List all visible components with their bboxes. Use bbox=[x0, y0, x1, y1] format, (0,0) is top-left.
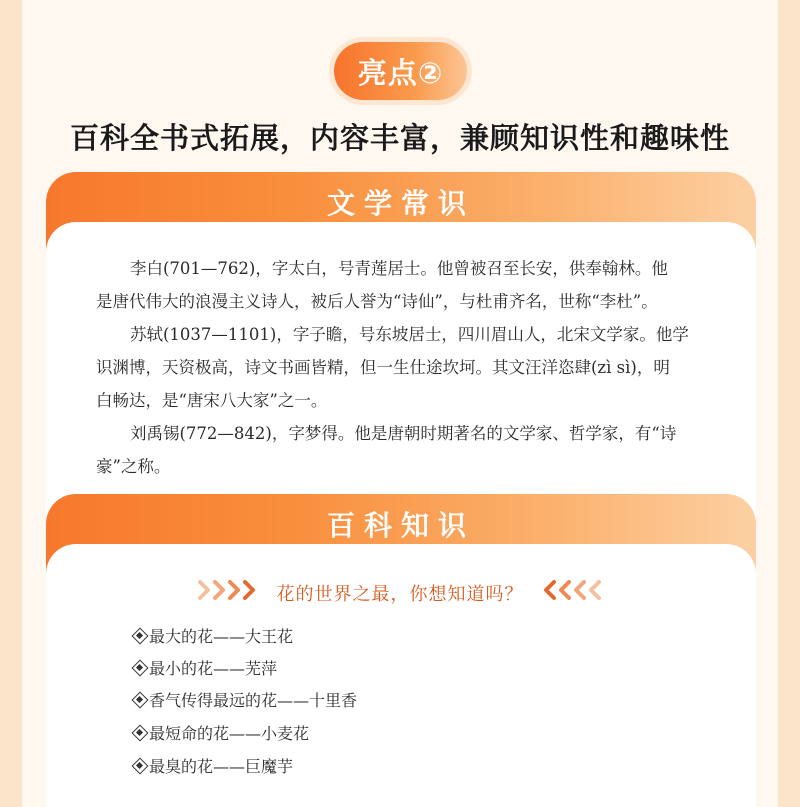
literature-line: 苏轼(1037—1101)，字子瞻，号东坡居士，四川眉山人，北宋文学家。他学 bbox=[130, 325, 689, 344]
literature-line: 豪”之称。 bbox=[96, 457, 171, 476]
diamond-bullet-icon bbox=[132, 692, 147, 707]
diamond-bullet-icon bbox=[132, 725, 147, 740]
diamond-bullet-icon bbox=[132, 628, 147, 643]
literature-line: 识渊博，天资极高，诗文书画皆精，但一生仕途坎坷。其文汪洋恣肆(zì sì)，明 bbox=[96, 358, 670, 377]
literature-line: 白畅达，是“唐宋八大家”之一。 bbox=[96, 391, 328, 410]
fact-item bbox=[132, 754, 293, 777]
chevron-right-icon bbox=[197, 579, 261, 607]
literature-line: 是唐代伟大的浪漫主义诗人，被后人誉为“诗仙”，与杜甫齐名，世称“李杜”。 bbox=[96, 292, 658, 311]
highlight-badge-label: 亮点② bbox=[357, 55, 444, 90]
fact-text: 香气传得最远的花——十里香 bbox=[149, 691, 358, 710]
diamond-bullet-icon bbox=[132, 660, 147, 675]
fact-item bbox=[132, 624, 293, 647]
highlight-badge bbox=[334, 42, 467, 100]
chevron-left-icon bbox=[540, 579, 604, 607]
fact-text: 最臭的花——巨魔芋 bbox=[149, 757, 294, 776]
fact-item bbox=[132, 656, 277, 679]
literature-line: 李白(701—762)，字太白，号青莲居士。他曾被召至长安，供奉翰林。他 bbox=[130, 259, 668, 278]
fact-text: 最短命的花——小麦花 bbox=[149, 724, 310, 743]
diamond-bullet-icon bbox=[132, 758, 147, 773]
page-headline: 百科全书式拓展，内容丰富，兼顾知识性和趣味性 bbox=[69, 121, 730, 155]
encyclopedia-subheading-row bbox=[0, 577, 800, 609]
fact-item bbox=[132, 688, 357, 711]
literature-line: 刘禹锡(772—842)，字梦得。他是唐朝时期著名的文学家、哲学家，有“诗 bbox=[130, 424, 677, 443]
literature-title: 文学常识 bbox=[326, 187, 475, 220]
fact-text: 最大的花——大王花 bbox=[149, 627, 294, 646]
encyclopedia-title: 百科知识 bbox=[326, 509, 475, 542]
fact-item bbox=[132, 721, 309, 744]
encyclopedia-subheading: 花的世界之最，你想知道吗？ bbox=[276, 584, 524, 605]
fact-text: 最小的花——芜萍 bbox=[149, 659, 278, 678]
